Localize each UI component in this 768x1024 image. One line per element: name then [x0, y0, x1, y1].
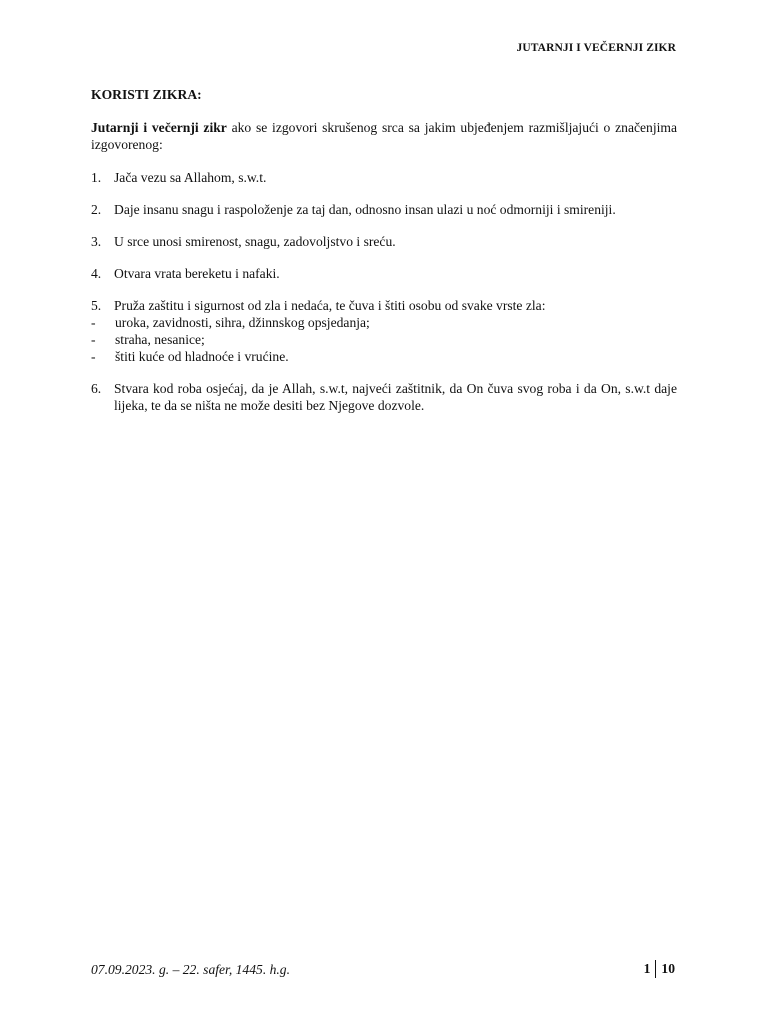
sub-list-dash: -	[91, 349, 96, 364]
list-item-number: 6.	[91, 381, 102, 396]
benefits-list	[91, 169, 677, 414]
list-item	[91, 297, 677, 365]
list-item-text: Pruža zaštitu i sigurnost od zla i nedaća, te čuva i štiti osobu od svake vrste zla:	[114, 298, 546, 313]
sub-list-dash: -	[91, 332, 96, 347]
list-item	[91, 201, 677, 218]
footer-date: 07.09.2023. g. – 22. safer, 1445. h.g.	[91, 962, 291, 977]
list-item-text: Jača vezu sa Allahom, s.w.t.	[114, 170, 267, 185]
list-item	[91, 380, 677, 414]
list-item	[91, 265, 677, 282]
sub-list	[91, 314, 677, 365]
sub-list-text: straha, nesanice;	[115, 332, 205, 347]
page-total: 10	[661, 961, 675, 976]
main-content	[91, 86, 677, 429]
list-item-text: Daje insanu snagu i raspoloženje za taj dan, odnosno insan ulazi u noć odmorniji i smireniji.	[114, 202, 616, 217]
list-item-text: Stvara kod roba osjećaj, da je Allah, s.w.t, najveći zaštitnik, da On čuva svog roba i da On, s.w.t daje lijeka, te da se ništa ne može desiti bez Njegove dozvole.	[114, 381, 677, 413]
list-item-number: 5.	[91, 298, 102, 313]
running-header: JUTARNJI I VEČERNJI ZIKR	[516, 42, 676, 54]
sub-list-item	[91, 331, 677, 348]
list-item	[91, 169, 677, 186]
intro-paragraph	[91, 119, 677, 153]
intro-lead: Jutarnji i večernji zikr	[91, 120, 227, 135]
sub-list-item	[91, 348, 677, 365]
list-item-number: 1.	[91, 170, 102, 185]
sub-list-dash: -	[91, 315, 96, 330]
sub-list-item	[91, 314, 677, 331]
section-title: KORISTI ZIKRA:	[91, 87, 202, 102]
sub-list-text: uroka, zavidnosti, sihra, džinnskog opsjedanja;	[115, 315, 370, 330]
list-item-text: Otvara vrata bereketu i nafaki.	[114, 266, 280, 281]
list-item-number: 3.	[91, 234, 102, 249]
intro-text: ako se izgovori skrušenog srca sa jakim ubjeđenjem razmišljajući o značenjima izgovorenog:	[91, 120, 678, 152]
list-item	[91, 233, 677, 250]
page-separator	[655, 960, 656, 978]
page-number	[644, 960, 675, 978]
list-item-text: U srce unosi smirenost, snagu, zadovoljstvo i sreću.	[114, 234, 396, 249]
list-item-number: 4.	[91, 266, 102, 281]
list-item-number: 2.	[91, 202, 102, 217]
sub-list-text: štiti kuće od hladnoće i vrućine.	[115, 349, 289, 364]
page-current: 1	[643, 961, 651, 976]
